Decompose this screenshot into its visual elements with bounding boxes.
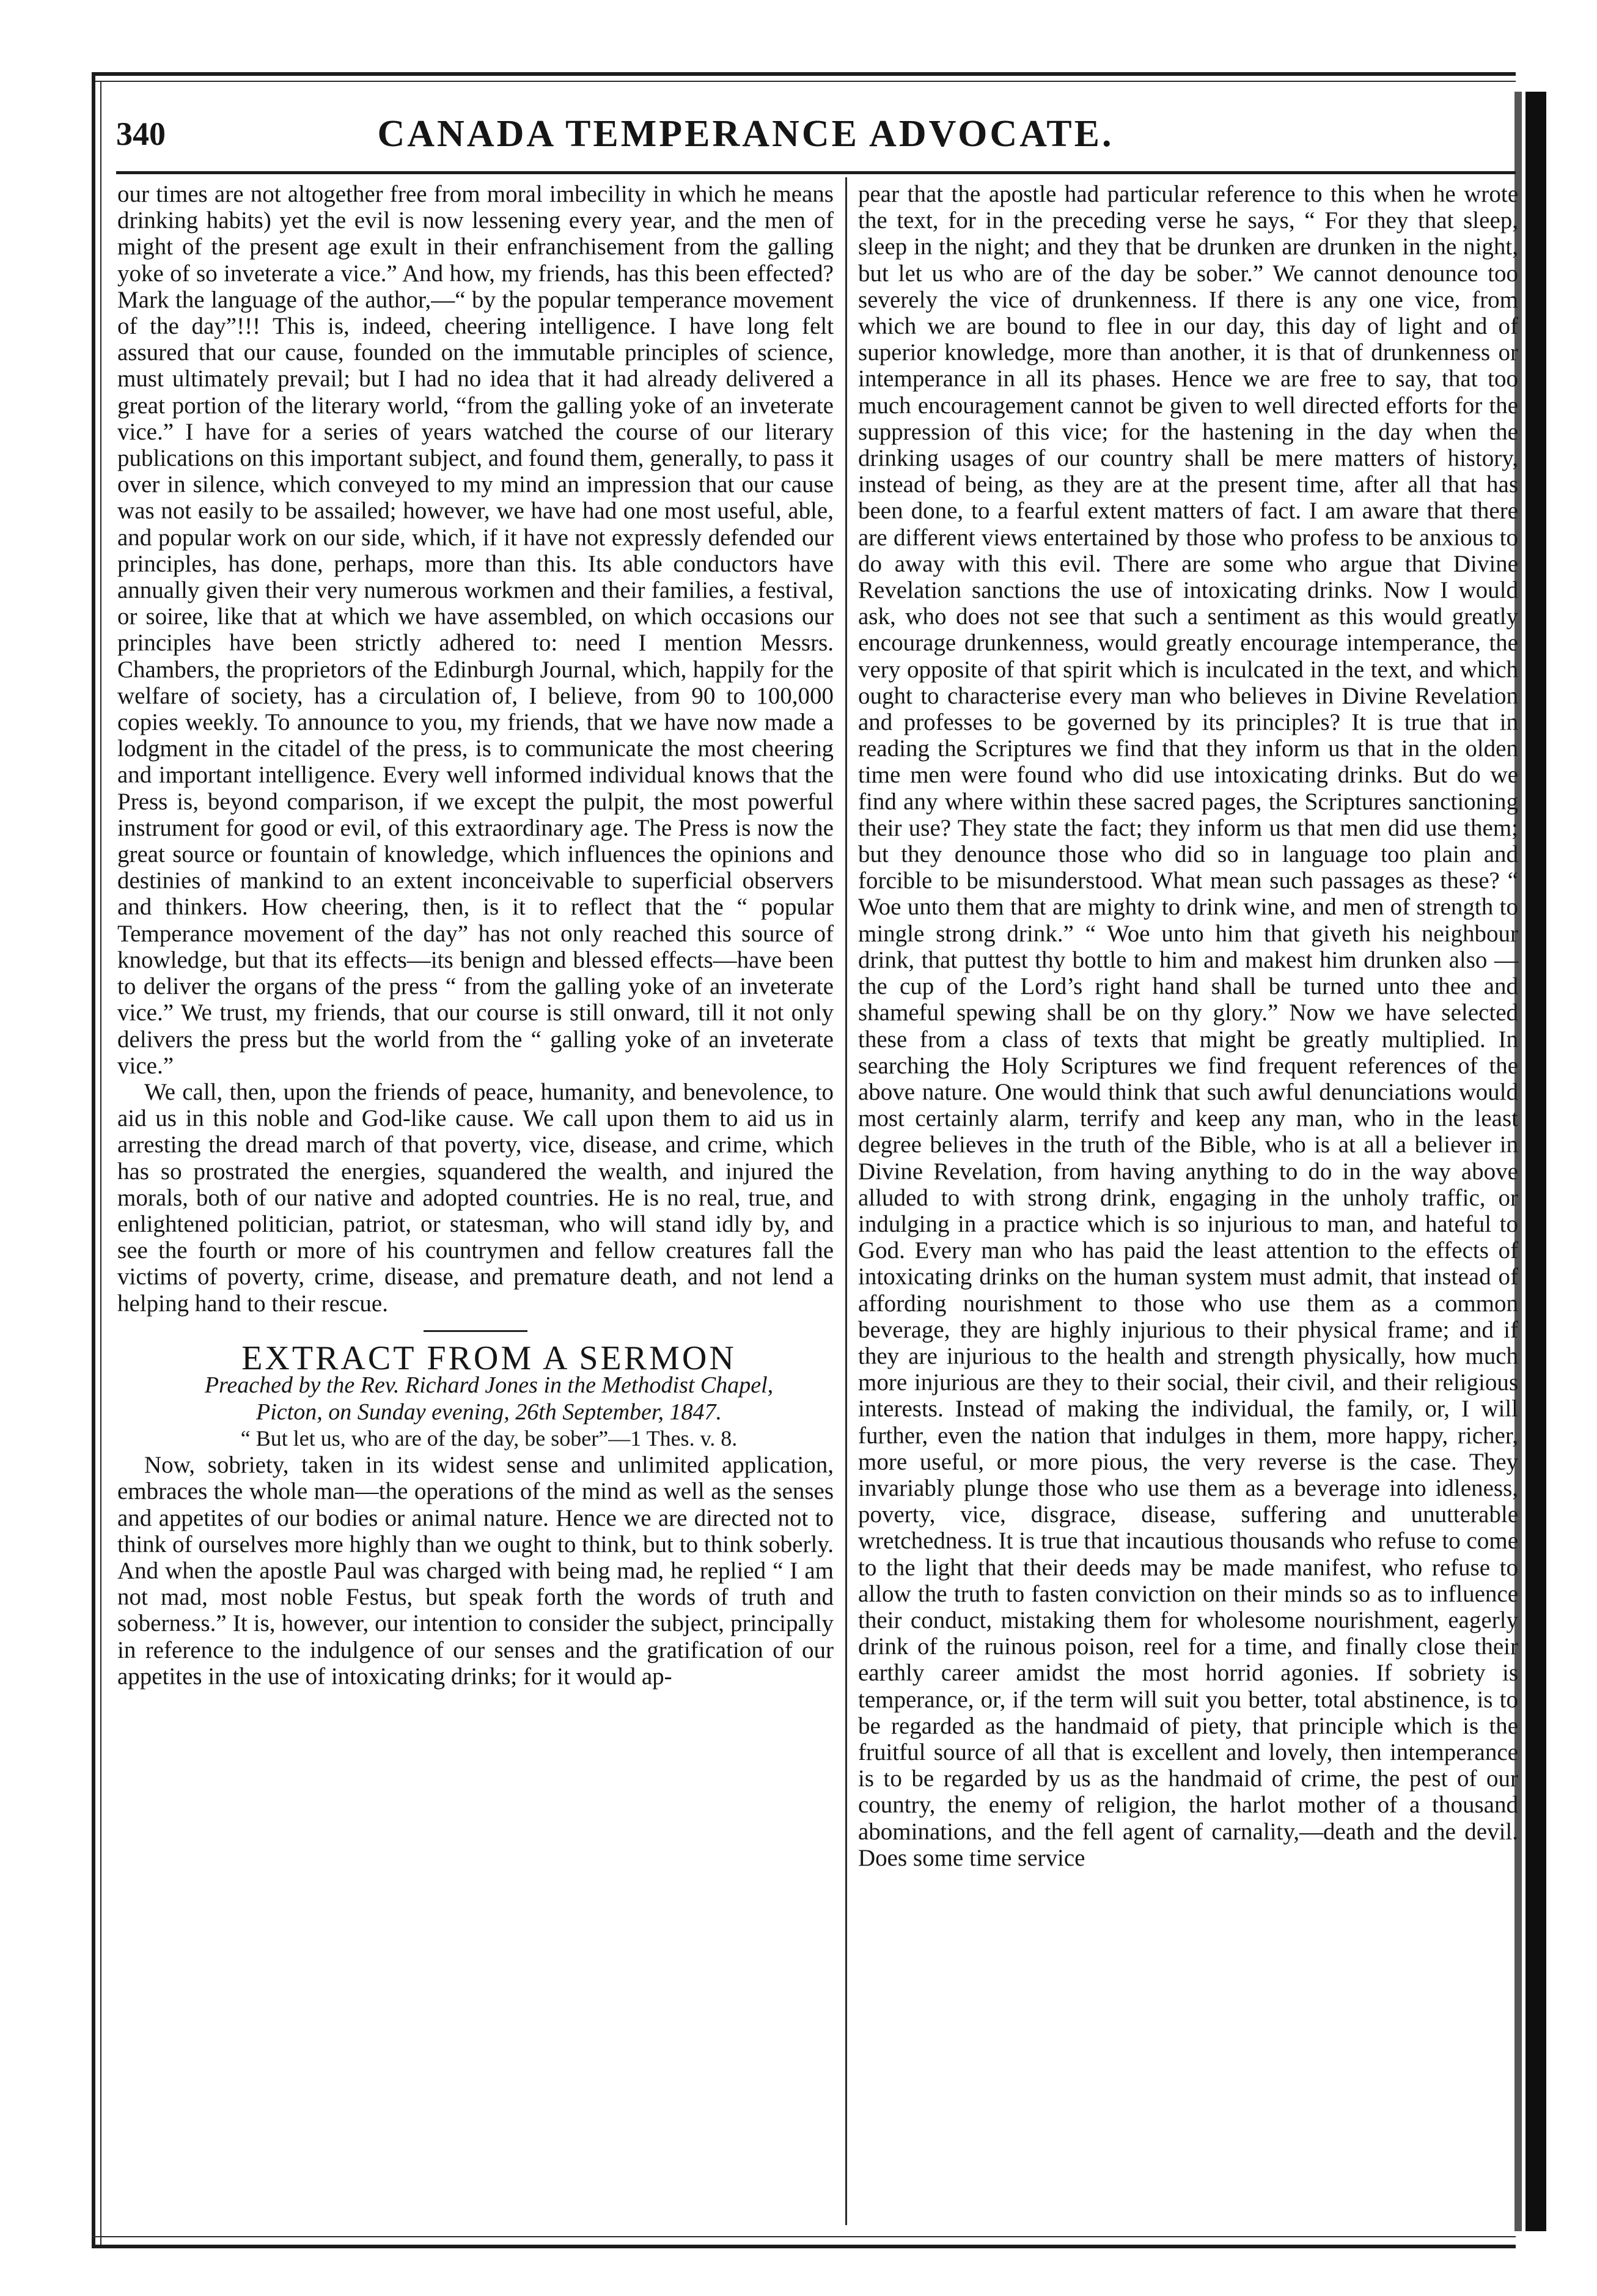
- left-paragraph-2: We call, then, upon the friends of peace, humanity, and benevolence, to aid us in this noble and God-like cause. We call upon them to aid us in arresting the dread march of that poverty, vice, disease, and crime, which has so prostrated the energies, squandered the wealth, and injured the morals, both of our native and adopted countries. He is no real, true, and enlightened politician, patriot, or statesman, who will stand idly by, and see the fourth or more of his countrymen and fellow creatures fall the victims of poverty, crime, disease, and premature death, and not lend a helping hand to their rescue.: [117, 1078, 834, 1317]
- header-rule: [116, 171, 1516, 174]
- top-border-inner-rule: [92, 81, 1516, 82]
- section-separator: [424, 1330, 527, 1332]
- top-border-rule: [92, 72, 1516, 76]
- running-title: CANADA TEMPERANCE ADVOCATE.: [377, 113, 1114, 155]
- left-paragraph-1: our times are not altogether free from moral imbecility in which he means drinking habits) yet the evil is now lessening every year, and the men of might of the present age exult in their enfranchisement from the galling yoke of so inveterate a vice.” And how, my friends, has this been effected? Mark the language of the author,—“ by the popular temperance movement of the day”!!! This is, indeed, cheering intelligence. I have long felt assured that our cause, founded on the immutable principles of science, must ultimately prevail; but I had no idea that it had already delivered a great portion of the literary world, “from the galling yoke of an inveterate vice.” I have for a series of years watched the course of our literary publications on this important subject, and found them, generally, to pass it over in silence, which conveyed to my mind an impression that our cause was not easily to be assailed; however, we have had one most useful, able, and popular work on our side, which, if it have not expressly defended our principles, has done, perhaps, more than this. Its able conductors have annually given their very numerous workmen and their families, a festival, or soiree, like that at which we have assembled, on which occasions our principles have been strictly adhered to: need I mention Messrs. Chambers, the proprietors of the Edinburgh Journal, which, happily for the welfare of society, has a circulation of, I believe, from 90 to 100,000 copies weekly. To announce to you, my friends, that we have now made a lodgment in the citadel of the press, is to communicate the most cheering and important intelligence. Every well informed individual knows that the Press is, beyond comparison, if we except the pulpit, the most powerful instrument for good or evil, of this extraordinary age. The Press is now the great source or fountain of knowledge, which influences the opinions and destinies of mankind to an extent inconceivable to superficial observers and thinkers. How cheering, then, is it to reflect that the “ popular Temperance movement of the day” has not only reached this source of knowledge, but that its effects—its benign and blessed effects—have been to deliver the organs of the press “ from the galling yoke of an inveterate vice.” We trust, my friends, that our course is still onward, till it not only delivers the press but the world from the “ galling yoke of an inveterate vice.”: [117, 181, 834, 1079]
- column-divider: [845, 177, 847, 2225]
- bottom-border-inner-rule: [92, 2236, 1516, 2237]
- left-border-inner-rule: [100, 81, 101, 2245]
- section-title: EXTRACT FROM A SERMON: [241, 1339, 736, 1377]
- page-number: 340: [116, 116, 166, 152]
- section-epigraph: “ But let us, who are of the day, be sober”—1 Thes. v. 8.: [240, 1426, 738, 1451]
- binding-shadow: [1525, 92, 1546, 2231]
- right-paragraph-1: pear that the apostle had particular reference to this when he wrote the text, for in the preceding verse he says, “ For they that sleep, sleep in the night; and they that be drunken are drunken in the night, but let us who are of the day be sober.” We cannot denounce too severely the vice of drunkenness. If there is any one vice, from which we are bound to flee in our day, this day of light and of superior knowledge, more than another, it is that of drunkenness or intemperance in all its phases. Hence we are free to say, that too much encouragement cannot be given to well directed efforts for the suppression of this vice; for the hastening in the day when the drinking usages of our country shall be mere matters of history, instead of being, as they are at the present time, after all that has been done, to a fearful extent matters of fact. I am aware that there are different views entertained by those who profess to be anxious to do away with this evil. There are some who argue that Divine Revelation sanctions the use of intoxicating drinks. Now I would ask, who does not see that such a sentiment as this would greatly encourage drunkenness, would greatly encourage intemperance, the very opposite of that spirit which is inculcated in the text, and which ought to characterise every man who believes in Divine Revelation and professes to be governed by its principles? It is true that in reading the Scriptures we find that they inform us that in the olden time men were found who did use intoxicating drinks. But do we find any where within these sacred pages, the Scriptures sanctioning their use? They state the fact; they inform us that men did use them; but they denounce those who did so in language too plain and forcible to be misunderstood. What mean such passages as these? “ Woe unto them that are mighty to drink wine, and men of strength to mingle strong drink.” “ Woe unto him that giveth his neighbour drink, that puttest thy bottle to him and makest him drunken also —the cup of the Lord’s right hand shall be turned unto thee and shameful spewing shall be on thy glory.” Now we have selected these from a class of texts that might be greatly multiplied. In searching the Holy Scriptures we find frequent references of the above nature. One would think that such awful denunciations would most certainly alarm, terrify and keep any man, who in the least degree believes in the truth of the Bible, who is at all a believer in Divine Revelation, from having anything to do in the way above alluded to with strong drink, engaging in the unholy traffic, or indulging in a practice which is so injurious to man, and hateful to God. Every man who has paid the least attention to the effects of intoxicating drinks on the human system must admit, that instead of affording nourishment to those who use them as a common beverage, they are highly injurious to their physical frame; and if they are injurious to the health and strength physically, how much more injurious are they to their social, their civil, and their religious interests. Instead of making the individual, the family, or, I will further, even the nation that indulges in them, more happy, richer, more useful, or more pious, the very reverse is the case. They invariably plunge those who use them as a beverage into idleness, poverty, vice, disgrace, disease, suffering and unutterable wretchedness. It is true that incautious thousands who refuse to come to the light that their deeds may be made manifest, who refuse to allow the truth to fasten conviction on their minds so as to influence their conduct, mistaking them for wholesome nourishment, eagerly drink of the ruinous poison, reel for a time, and finally close their earthly career amidst the most horrid agonies. If sobriety is temperance, or, if the term will suit you better, total abstinence, is to be regarded as the handmaid of piety, that principle which is the fruitful source of all that is excellent and lovely, then intemperance is to be regarded by us as the handmaid of crime, the pest of our country, the enemy of religion, the harlot mother of a thousand abominations, and the fell agent of carnality,—death and the devil. Does some time service: [858, 181, 1518, 1871]
- left-column: [117, 181, 834, 1690]
- section-byline-line-1: Preached by the Rev. Richard Jones in the Methodist Chapel,: [204, 1372, 774, 1398]
- section-byline-line-2: Picton, on Sunday evening, 26th September, 1847.: [256, 1399, 722, 1425]
- sermon-paragraph-1: Now, sobriety, taken in its widest sense and unlimited application, embraces the whole man—the operations of the mind as well as the senses and appetites of our bodies or animal nature. Hence we are directed not to think of ourselves more highly than we ought to think, but to think soberly. And when the apostle Paul was charged with being mad, he replied “ I am not mad, most noble Festus, but speak forth the words of truth and soberness.” It is, however, our intention to consider the subject, principally in reference to the indulgence of our senses and the gratification of our appetites in the use of intoxicating drinks; for it would ap-: [117, 1452, 834, 1690]
- right-column: [858, 181, 1518, 1871]
- bottom-border-rule: [92, 2245, 1516, 2248]
- page-header: [116, 104, 1516, 165]
- left-border-rule: [92, 72, 95, 2248]
